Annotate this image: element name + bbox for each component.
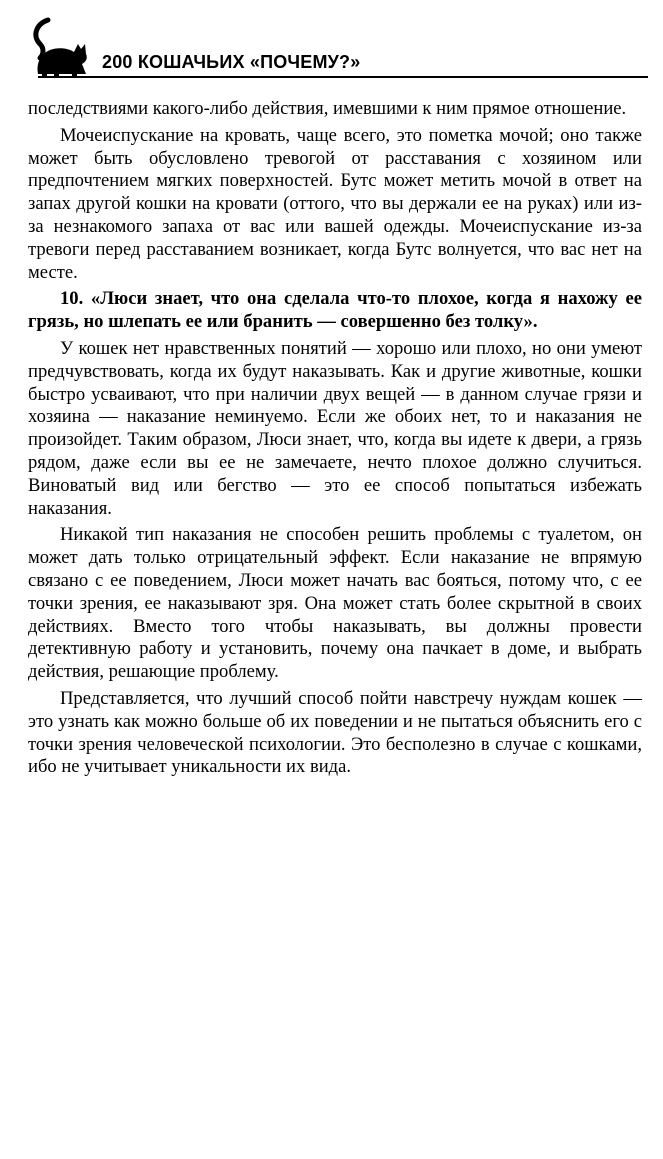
paragraph-continuation: последствиями какого-либо действия, имевшими к ним прямое отношение. [28,98,627,119]
question-heading: 10. «Люси знает, что она сделала что-то плохое, когда я нахожу ее грязь, но шлепать ее или бранить — совершенно без толку». [28,288,642,333]
paragraph: Представляется, что лучший способ пойти навстречу нуждам кошек — это узнать как можно больше об их поведении и не пытаться объяснить его с точки зрения человеческой психологии. Это бесполезно в случае с кошками, ибо не учитывает уникальности их вида. [28,687,642,778]
paragraph: Никакой тип наказания не способен решить проблемы с туалетом, он может дать только отрицательный эффект. Если наказание не впрямую связано с ее поведением, Люси может начать вас бояться, потому что, с ее точки зрения, ее наказывают зря. Она может стать более скрытной в своих действиях. Вместо того чтобы наказывать, вы должны провести детективную работу и установить, почему она пачкает в доме, и выбрать действия, решающие проблему. [28,524,642,683]
cat-silhouette-icon [28,14,94,78]
page-body [28,98,642,783]
header-divider [38,76,648,78]
paragraph: У кошек нет нравственных понятий — хорошо или плохо, но они умеют предчувствовать, когда их будут наказывать. Как и другие животные, кошки быстро усваивают, что при наличии двух вещей — в данном случае грязи и хозяина — наказание неминуемо. Если же обоих нет, то и наказания не произойдет. Таким образом, Люси знает, что, когда вы идете к двери, а грязь рядом, даже если вы ее не замечаете, нечто плохое должно случиться. Виноватый вид или бегство — это ее способ попытаться избежать наказания. [28,337,642,519]
running-header [28,14,648,78]
paragraph: Мочеиспускание на кровать, чаще всего, это пометка мочой; оно также может быть обусловлено тревогой от расставания с хозяином или предпочтением мягких поверхностей. Бутс может метить мочой в ответ на запах другой кошки на кровати (оттого, что вы держали ее на руках) или из-за незнакомого запаха от вас или вашей одежды. Мочеиспускание из-за тревоги перед расставанием возникает, когда Бутс волнуется, что вас нет на месте. [28,124,642,283]
page-header-title: 200 КОШАЧЬИХ «ПОЧЕМУ?» [102,52,361,72]
